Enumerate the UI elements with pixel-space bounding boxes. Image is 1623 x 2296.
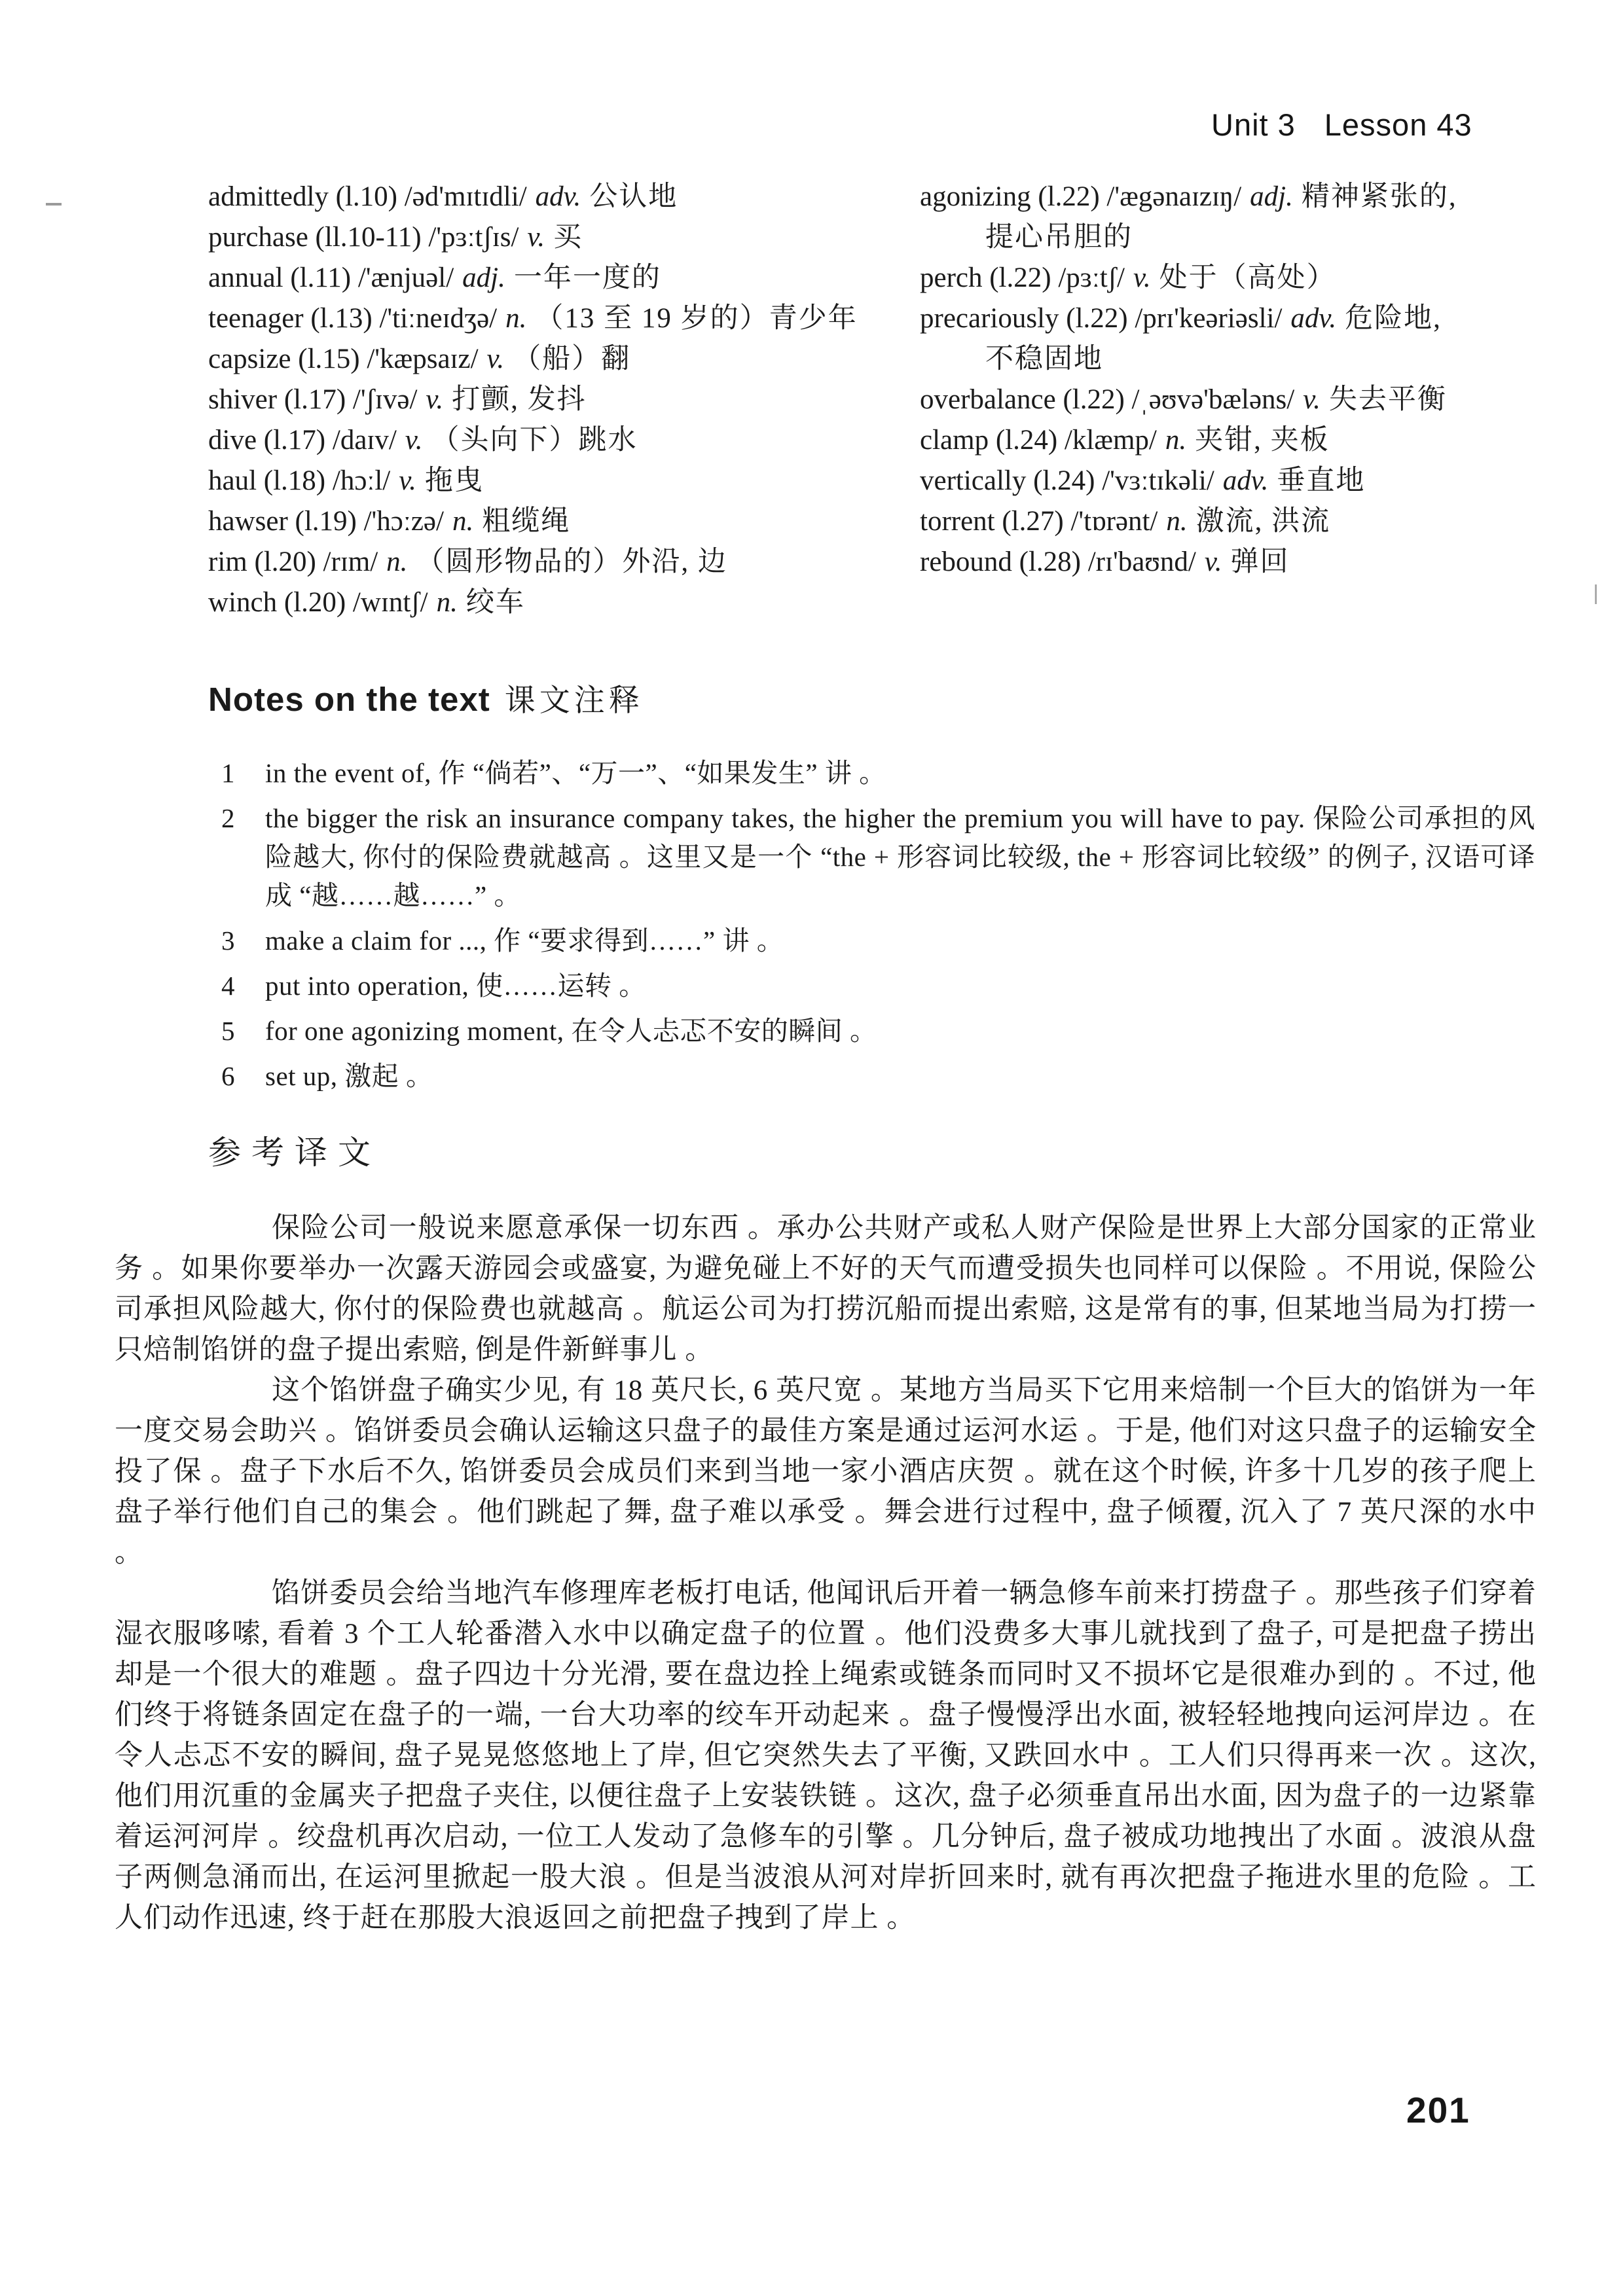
vocab-entry	[208, 583, 912, 623]
vocab-entry	[208, 217, 912, 258]
vocab-entry	[920, 177, 1601, 217]
vocab-pos: adv.	[1222, 465, 1269, 496]
vocab-word: dive (l.17) /daɪv/	[208, 425, 397, 456]
vocab-word: perch (l.22) /pɜːtʃ/	[920, 262, 1125, 293]
vocab-word: haul (l.18) /hɔːl/	[208, 465, 391, 496]
vocab-meaning: （船）翻	[513, 344, 631, 374]
vocab-word: torrent (l.27) /'tɒrənt/	[920, 506, 1158, 537]
vocab-pos: n.	[1165, 425, 1187, 456]
page-number: 201	[1406, 2090, 1470, 2130]
translation-heading: 参考译文	[208, 1134, 381, 1171]
translation-paragraph: 馅饼委员会给当地汽车修理库老板打电话, 他闻讯后开着一辆急修车前来打捞盘子 。那些孩子们穿着湿衣服哆嗦, 看着 3 个工人轮番潜入水中以确定盘子的位置 。他们没费多大事儿就找到了盘子, 可是把盘子捞出却是一个很大的难题 。盘子四边十分光滑, 要在盘边拴上绳索或链条而同时又不损坏它是很难办到的 。不过, 他们终于将链条固定在盘子的一端, 一台大功率的绞车开动起来 。盘子慢慢浮出水面, 被轻轻地拽向运河岸边 。在令人忐忑不安的瞬间, 盘子晃晃悠悠地上了岸, 但它突然失去了平衡, 又跌回水中 。工人们只得再来一次 。这次, 他们用沉重的金属夹子把盘子夹住, 以便往盘子上安装铁链 。这次, 盘子必须垂直吊出水面, 因为盘子的一边紧靠着运河河岸 。绞盘机再次启动, 一位工人发动了急修车的引擎 。几分钟后, 盘子被成功地拽出了水面 。波浪从盘子两侧急涌而出, 在运河里掀起一股大浪 。但是当波浪从河对岸折回来时, 就有再次把盘子拖进水里的危险 。工人们动作迅速, 终于赶在那股大浪返回之前把盘子拽到了岸上 。	[115, 1578, 1537, 1933]
vocab-pos: v.	[527, 222, 545, 253]
vocab-word: rim (l.20) /rɪm/	[208, 547, 378, 577]
vocab-pos: n.	[436, 587, 458, 618]
vocab-pos: v.	[1133, 262, 1151, 293]
vocab-word: hawser (l.19) /'hɔːzə/	[208, 506, 444, 537]
note-text: in the event of, 作 “倘若”、“万一”、“如果发生” 讲 。	[265, 758, 886, 788]
vocab-entry	[208, 380, 912, 420]
page-header	[1211, 108, 1472, 142]
vocab-entry	[208, 339, 912, 380]
vocab-meaning: 精神紧张的,	[1301, 181, 1457, 212]
vocab-pos: n.	[452, 506, 474, 537]
vocab-pos: v.	[486, 344, 505, 374]
vocab-meaning: 买	[553, 222, 583, 253]
vocab-pos: v.	[1303, 384, 1321, 415]
vocab-meaning: 危险地,	[1345, 303, 1442, 334]
vocab-word: admittedly (l.10) /əd'mɪtɪdli/	[208, 181, 527, 212]
vocab-meaning: 激流, 洪流	[1195, 506, 1331, 537]
vocab-meaning: 公认地	[589, 181, 678, 212]
vocab-meaning: 失去平衡	[1328, 384, 1447, 415]
vocab-entry	[208, 461, 912, 501]
vocab-entry	[208, 501, 912, 542]
vocab-entry	[920, 258, 1601, 298]
vocab-entry	[920, 542, 1601, 583]
scan-artifact-left-dash	[46, 203, 62, 206]
vocab-meaning-continuation: 不稳固地	[985, 344, 1103, 374]
vocab-word: winch (l.20) /wɪntʃ/	[208, 587, 428, 618]
unit-label: Unit 3	[1211, 107, 1296, 142]
note-item	[221, 1057, 1535, 1096]
vocab-meaning: （13 至 19 岁的）青少年	[535, 303, 858, 334]
translation-paragraph: 这个馅饼盘子确实少见, 有 18 英尺长, 6 英尺宽 。某地方当局买下它用来焙制一个巨大的馅饼为一年一度交易会助兴 。馅饼委员会确认运输这只盘子的最佳方案是通过运河水运 。于是, 他们对这只盘子的运输安全投了保 。盘子下水后不久, 馅饼委员会成员们来到当地一家小酒店庆贺 。就在这个时候, 许多十几岁的孩子爬上盘子举行他们自己的集会 。他们跳起了舞, 盘子难以承受 。舞会进行过程中, 盘子倾覆, 沉入了 7 英尺深的水中 。	[115, 1375, 1537, 1568]
vocab-entry	[920, 501, 1601, 542]
notes-heading-cn: 课文注释	[504, 684, 644, 718]
vocab-entry	[208, 420, 912, 461]
vocab-meaning: 弹回	[1230, 547, 1290, 577]
note-number: 6	[221, 1061, 235, 1091]
vocab-meaning-continuation: 提心吊胆的	[985, 222, 1133, 253]
vocab-entry	[208, 258, 912, 298]
translation-paragraph: 保险公司一般说来愿意承保一切东西 。承办公共财产或私人财产保险是世界上大部分国家的正常业务 。如果你要举办一次露天游园会或盛宴, 为避免碰上不好的天气而遭受损失也同样可以保险 。不用说, 保险公司承担风险越大, 你付的保险费也就越高 。航运公司为打捞沉船而提出索赔, 这是常有的事, 但某地当局为打捞一只焙制馅饼的盘子提出索赔, 倒是件新鲜事儿 。	[115, 1213, 1537, 1365]
vocab-pos: n.	[386, 547, 408, 577]
vocabulary-left-column	[208, 177, 912, 623]
vocab-pos: v.	[426, 384, 444, 415]
note-number: 5	[221, 1016, 235, 1046]
note-number: 1	[221, 758, 235, 788]
vocab-pos: adj.	[1250, 181, 1293, 212]
vocab-pos: v.	[405, 425, 423, 456]
vocab-word: annual (l.11) /'ænjuəl/	[208, 262, 454, 293]
vocab-word: agonizing (l.22) /'ægənaɪzɪŋ/	[920, 181, 1242, 212]
vocab-entry	[208, 298, 912, 339]
vocab-entry	[920, 420, 1601, 461]
vocab-word: capsize (l.15) /'kæpsaɪz/	[208, 344, 479, 374]
vocab-word: purchase (ll.10-11) /'pɜːtʃɪs/	[208, 222, 519, 253]
vocab-meaning: 打颤, 发抖	[452, 384, 587, 415]
vocab-word: teenager (l.13) /'tiːneɪdʒə/	[208, 303, 498, 334]
vocab-entry	[208, 542, 912, 583]
vocab-meaning: 绞车	[465, 587, 525, 618]
vocab-meaning: 拖曳	[424, 465, 484, 496]
note-number: 3	[221, 925, 235, 956]
note-number: 4	[221, 971, 235, 1001]
notes-heading-en: Notes on the text	[208, 681, 490, 718]
note-item	[221, 922, 1535, 960]
vocab-entry	[920, 298, 1601, 339]
vocab-meaning: （头向下）跳水	[431, 425, 638, 456]
vocabulary-right-column	[920, 177, 1601, 583]
note-item	[221, 967, 1535, 1005]
vocab-pos: v.	[1204, 547, 1222, 577]
vocab-pos: n.	[505, 303, 527, 334]
note-item	[221, 799, 1535, 915]
vocab-word: rebound (l.28) /rɪ'baʊnd/	[920, 547, 1196, 577]
vocab-pos: adv.	[1290, 303, 1337, 334]
vocab-word: precariously (l.22) /prɪ'keəriəsli/	[920, 303, 1283, 334]
note-text: set up, 激起 。	[265, 1061, 433, 1091]
vocab-pos: n.	[1166, 506, 1188, 537]
vocab-pos: v.	[399, 465, 416, 496]
vocab-meaning: 垂直地	[1277, 465, 1366, 496]
vocab-entry	[920, 380, 1601, 420]
note-text: put into operation, 使……运转 。	[265, 971, 646, 1001]
notes-section-heading	[208, 679, 644, 728]
vocab-pos: adj.	[462, 262, 505, 293]
vocab-word: vertically (l.24) /'vɜːtɪkəli/	[920, 465, 1214, 496]
note-text: for one agonizing moment, 在令人忐忑不安的瞬间 。	[265, 1016, 877, 1046]
notes-list	[221, 754, 1535, 1102]
note-text: make a claim for ..., 作 “要求得到……” 讲 。	[265, 925, 784, 956]
scan-artifact-right-tick	[1595, 584, 1597, 604]
note-text: the bigger the risk an insurance company takes, the higher the premium you will have to pay. 保险公司承担的风险越大, 你付的保险费就越高 。这里又是一个 “the + 形容词比较级, the + 形容词比较级” 的例子, 汉语可译成 “越……越……” 。	[265, 803, 1535, 910]
vocab-pos: adv.	[535, 181, 581, 212]
vocab-entry	[208, 177, 912, 217]
vocab-meaning: 粗缆绳	[482, 506, 571, 537]
note-item	[221, 1012, 1535, 1050]
note-item	[221, 754, 1535, 793]
vocab-meaning: 一年一度的	[513, 262, 661, 293]
vocab-meaning: （圆形物品的）外沿, 边	[416, 547, 727, 577]
vocab-meaning: 处于（高处）	[1159, 262, 1336, 293]
vocab-meaning: 夹钳, 夹板	[1195, 425, 1330, 456]
translation-body	[115, 1208, 1537, 1939]
note-number: 2	[221, 803, 235, 833]
vocab-word: shiver (l.17) /'ʃɪvə/	[208, 384, 418, 415]
vocab-word: overbalance (l.22) /ˌəʊvə'bæləns/	[920, 384, 1295, 415]
lesson-label: Lesson 43	[1324, 107, 1472, 142]
vocab-entry	[920, 461, 1601, 501]
vocab-word: clamp (l.24) /klæmp/	[920, 425, 1157, 456]
